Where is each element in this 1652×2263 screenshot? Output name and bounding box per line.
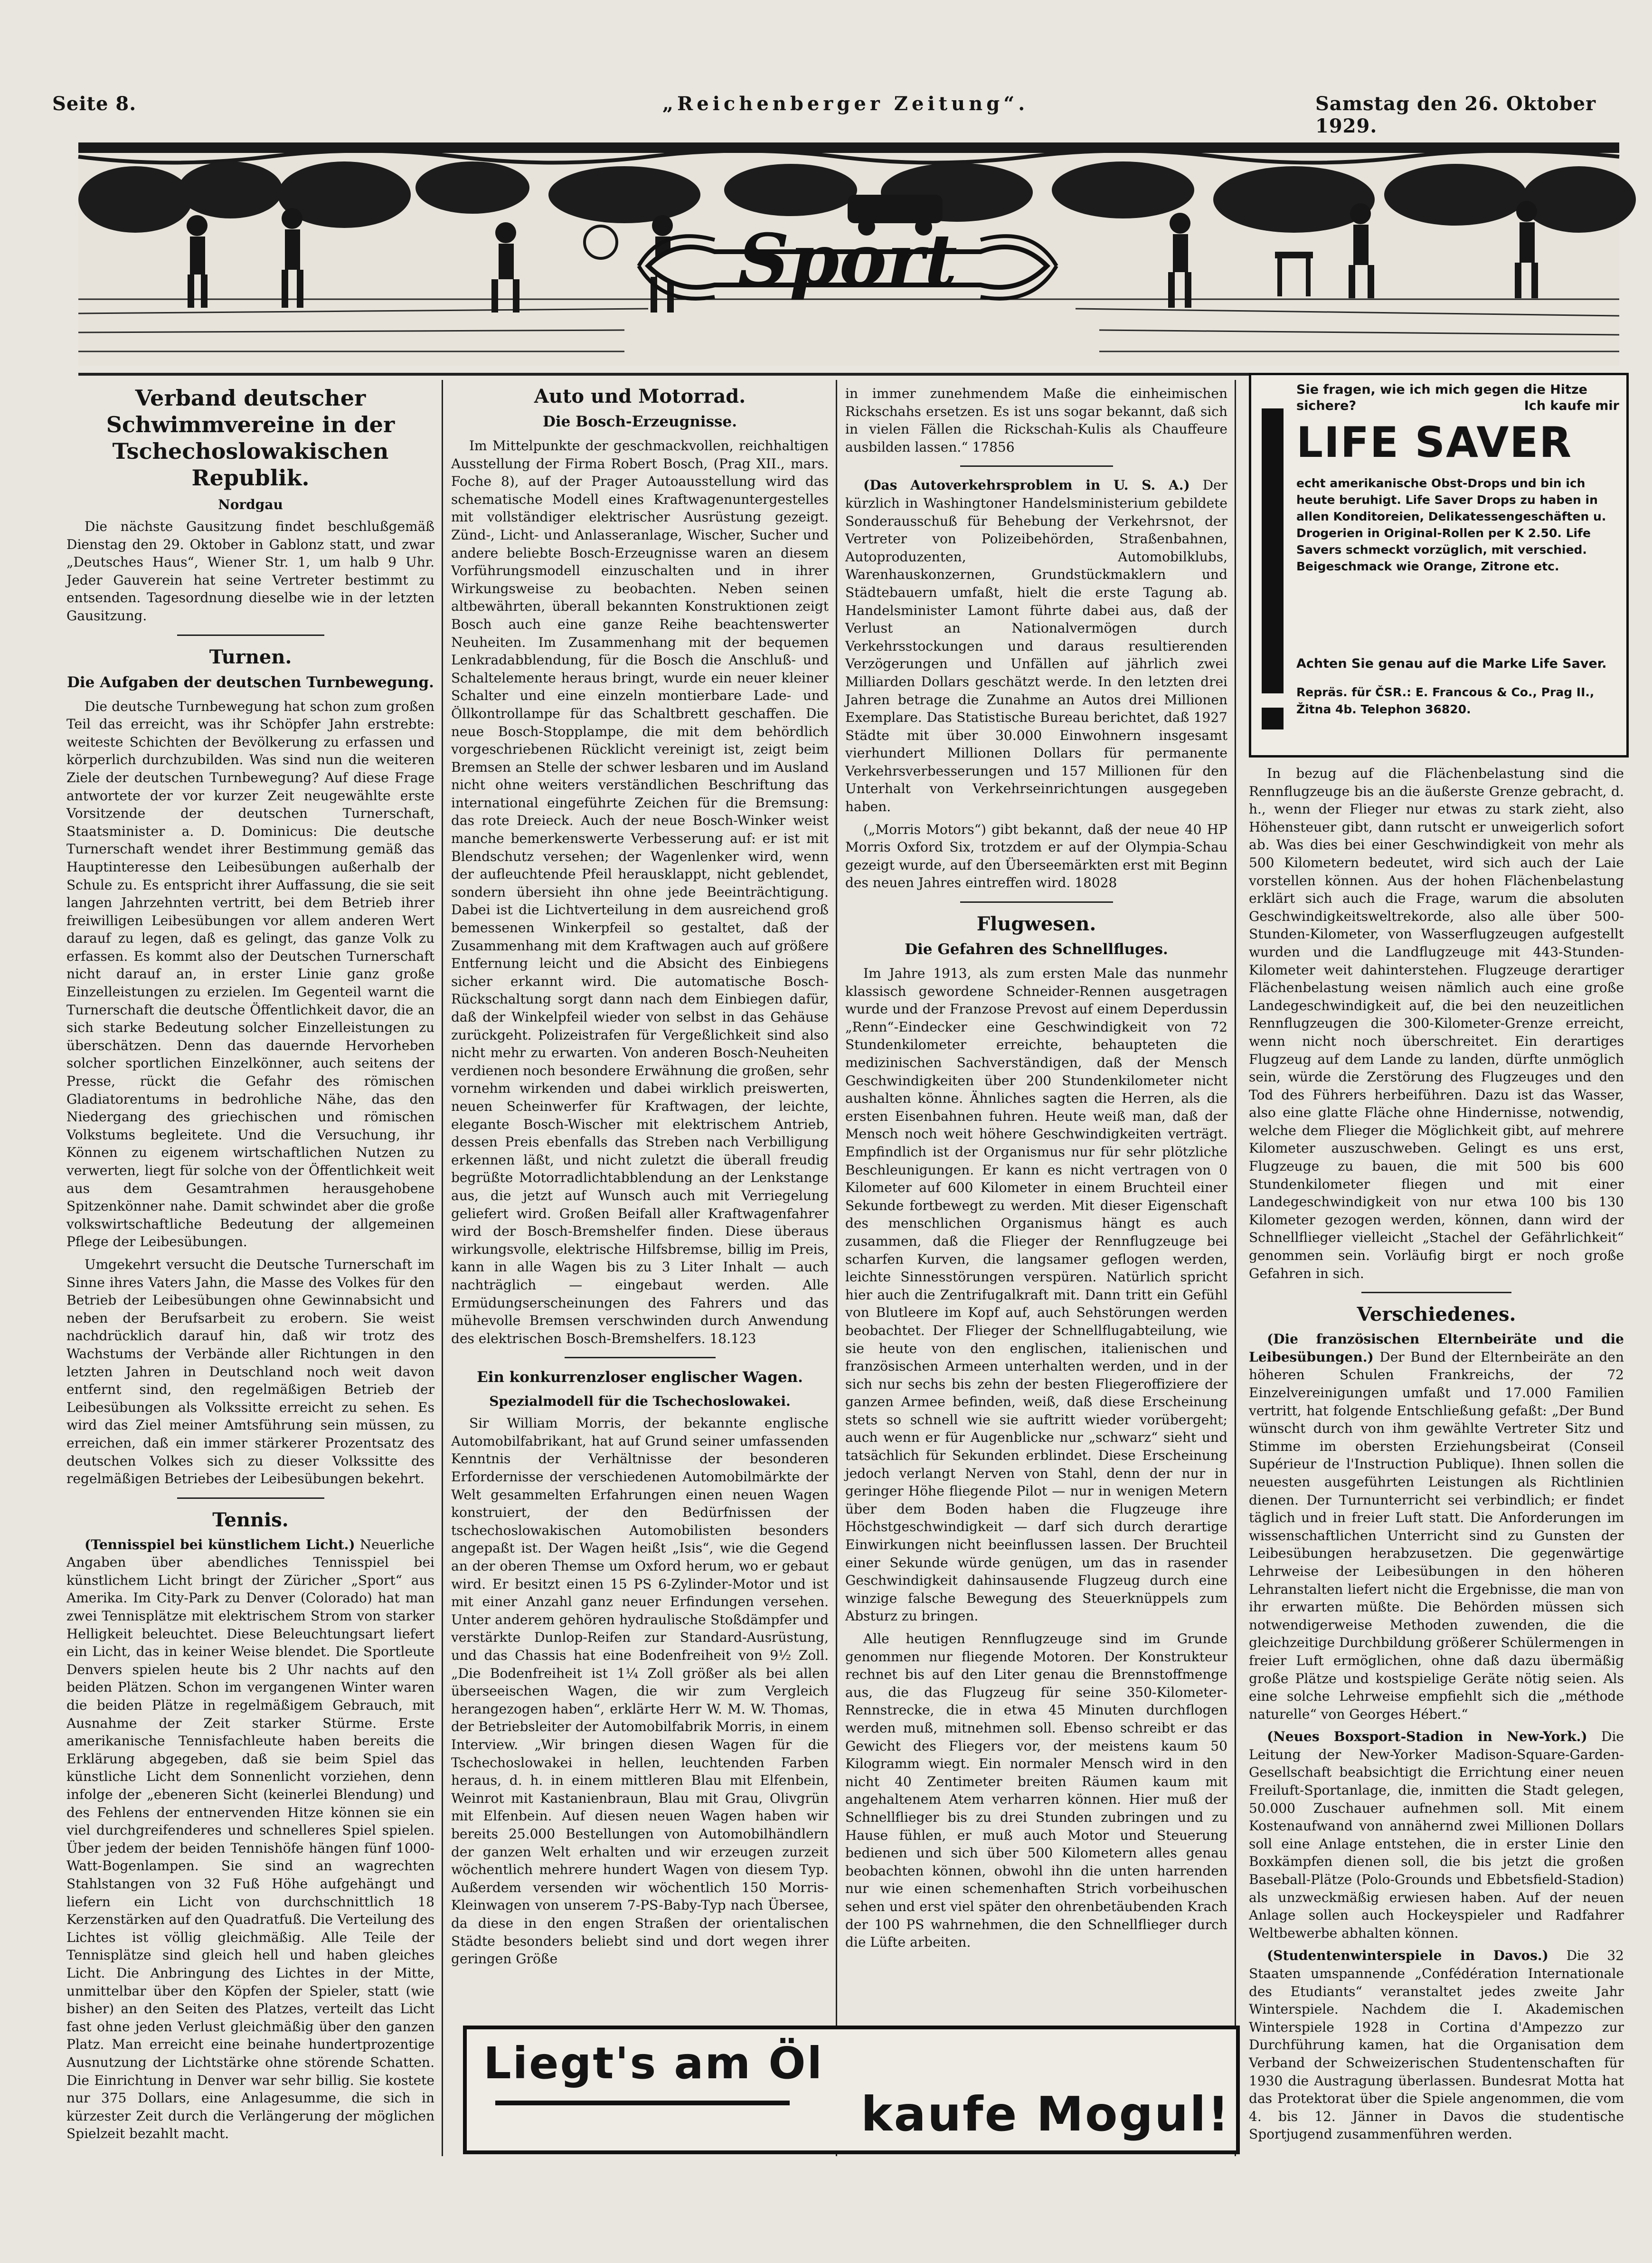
page-number: Seite 8. <box>52 93 137 115</box>
sport-banner <box>78 142 1619 366</box>
divider <box>177 1497 324 1499</box>
exclamation-icon <box>1262 408 1284 693</box>
turnen-paragraph-1: Die deutsche Turnbewegung hat schon zum großen Teil das erreicht, was ihr Schöpfer Jahn erstrebte: weiteste Schichten der Bevölkerung zu erfassen und körperlich durchzubilden. Was sind nun die weiteren Ziele der deutschen Turnbewegung? Auf diese Frage antwortete der vor kurzer Zeit neugewählte erste Vorsitzende der deutschen Turnerschaft, Staatsminister a. D. Dominicus: Die deutsche Turnerschaft wendet ihrer Bestimmung gemäß das Hauptinteresse den Leibesübungen außerhalb der Schule zu. Es entspricht ihrer Auffassung, die sie seit langen Jahrzehnten vertritt, bei dem Betrieb ihrer freiwilligen Leibesübungen vor allem anderen Wert darauf zu legen, daß es gelingt, das ganze Volk zu erfassen. Es kommt also der Deutschen Turnerschaft nicht darauf an, in erster Linie ganz große Einzelleistungen zu erzielen. Im Gegenteil warnt die Turnerschaft die deutsche Öffentlichkeit davor, die an sich starke Bedeutung solcher Einzelleistungen zu überschätzen. Denn das dauernde Hervorheben solcher sportlichen Einzelkönner, auch seitens der Presse, rückt die Gefahr des römischen Gladiatorentums in bedrohliche Nähe, das den Niedergang des griechischen und römischen Volkstums begleitete. Und die Versuchung, ihr Können zu eigenem wirtschaftlichen Nutzen zu verwerten, liegt für solche von der Öffentlichkeit weit aus dem Gesamtrahmen herausgehobene Spitzenkönner nahe. Damit schwindet aber die große volkswirtschaftliche Bedeutung der allgemeinen Pflege der Leibesübungen. <box>66 698 434 1250</box>
morris-continued: in immer zunehmendem Maße die einheimischen Rickschahs ersetzen. Es ist uns sogar bekannt, daß sich in vielen Fällen die Rickschah-Kulis als Chauffeure ausbilden lassen.“ 17856 <box>845 386 1227 455</box>
column-divider <box>836 380 837 2156</box>
banner-illustration <box>78 142 1619 366</box>
column-divider <box>442 380 443 2156</box>
ad-contact: Repräs. für ČSR.: E. Francous & Co., Prag II., Žitna 4b. Telephon 36820. <box>1296 685 1595 716</box>
usa-traffic-lead: (Das Autoverkehrsproblem in U. S. A.) <box>863 477 1190 493</box>
mogul-line-2: kaufe Mogul! <box>861 2086 1231 2142</box>
column-4 <box>1249 765 1624 2156</box>
life-saver-ad <box>1249 373 1629 757</box>
bosch-headline: Die Bosch-Erzeugnisse. <box>542 413 737 430</box>
exclamation-dot <box>1262 708 1284 729</box>
davos-text: Die 32 Staaten umspannende „Confédération Internationale des Etudiants“ veranstaltet jedes zweite Jahr Winterspiele. Nachdem die I. Akademischen Winterspiele 1928 in Cortina d'Ampezzo zur Durchführung kamen, hat die Organisation dem Verband der Schweizerischen Studentenschaften für 1930 die Austragung überlassen. Bundesrat Motta hat das Protektorat über die Spiele angenommen, die vom 4. bis 12. Jänner in Davos die studentische Sportjugend zusammenführen werden. <box>1249 1948 1624 2142</box>
divider <box>565 1357 716 1358</box>
swim-text: Die nächste Gausitzung findet beschlußgemäß Dienstag den 29. Oktober in Gablonz statt, und zwar „Deutsches Haus“, Wiener Str. 1, um halb 9 Uhr. Jeder Gauverein hat seine Vertreter bestimmt zu entsenden. Tagesordnung dieselbe wie in der letzten Gausitzung. <box>66 519 434 624</box>
turnen-headline: Die Aufgaben der deutschen Turnbewegung. <box>67 673 434 691</box>
tennis-lead: (Tennisspiel bei künstlichem Licht.) <box>85 1536 355 1553</box>
divider <box>960 901 1113 903</box>
ad-answer: Ich kaufe mir <box>1524 398 1619 413</box>
flug-paragraph-2: Alle heutigen Rennflugzeuge sind im Grunde genommen nur fliegende Motoren. Der Konstrukteur rechnet bis auf den Liter genau die Brennstoffmenge aus, die das Flugzeug für seine 350-Kilometer-Rennstrecke, die in etwa 45 Minuten durchflogen werden muß, mitnehmen soll. Ebenso schreibt er das Gewicht des Fliegers vor, der meistens kaum 50 Kilogramm wiegt. Ein normaler Mensch wird in den nicht 40 Zentimeter breiten Räumen kaum mit angehaltenem Atem verharren können. Hier muß der Schnellflieger bis zu drei Stunden zubringen und zu Hause fühlen, er muß auch Motor und Steuerung bedienen und sich über 500 Kilometern alles genau beobachten können, obwohl ihn die unten harrenden nur wie einen schemenhaften Strich vorbeihuschen sehen und erst viel später den ohrenbetäubenden Krach der 100 PS wahrnehmen, die den Schnellflieger durch die Lüfte arbeiten. <box>845 1631 1227 1951</box>
newspaper-name: „Reichenberger Zeitung“. <box>662 93 1029 115</box>
swim-headline: Verband deutscher Schwimmvereine in der Tschechoslowakischen Republik. <box>106 385 395 491</box>
verschiedenes-section: Verschiedenes. <box>1357 1303 1516 1326</box>
flug-continued: In bezug auf die Flächenbelastung sind die Rennflugzeuge bis an die äußerste Grenze gebracht, d. h., wenn der Flieger nur etwas zu stark zieht, also Höhensteuer gibt, dann rutscht er unweigerlich sofort ab. Was dies bei einer Geschwindigkeit von mehr als 500 Kilometern bedeutet, wird sich auch der Laie vorstellen können. Aus der hohen Flächenbelastung erklärt sich auch die Frage, warum die absoluten Geschwindigkeitsweltrekorde, also alle über 500-Stunden-Kilometer, von Wasserflugzeugen aufgestellt wurden und die Landflugzeuge mit 443-Stunden-Kilometer weit dahinterstehen. Flugzeuge derartiger Flächenbelastung weisen nämlich auch eine große Landegeschwindigkeit auf, die bei den neuzeitlichen Rennflugzeugen die 300-Kilometer-Grenze erreicht, wenn nicht noch überschreitet. Ein derartiges Flugzeug auf dem Lande zu landen, dürfte unmöglich sein, würde die Zerstörung des Flugzeuges und den Tod des Führers herbeiführen. Dazu ist das Wasser, also eine glatte Fläche ohne Hindernisse, notwendig, welche dem Flieger die Möglichkeit gibt, auf mehrere Kilometer auszuschweben. Gelingt es uns erst, Flugzeuge zu bauen, die mit 500 bis 600 Stundenkilometer fliegen und mit einer Landegeschwindigkeit von nur etwa 100 bis 130 Kilometer gezogen werden, können, dann wird der Schnellflieger vielleicht „Stachel der Gefährlichkeit“ genommen sein. Vorläufig birgt er noch große Gefahren in sich. <box>1249 766 1624 1281</box>
flug-section: Flugwesen. <box>976 913 1096 936</box>
newyork-lead: (Neues Boxsport-Stadion in New-York.) <box>1267 1729 1587 1745</box>
ad-brand: LIFE SAVER <box>1296 418 1573 467</box>
ad-cta: Achten Sie genau auf die Marke Life Saver. <box>1296 656 1607 671</box>
column-divider <box>1235 380 1236 2156</box>
mogul-line-1: Liegt's am Öl <box>483 2038 824 2089</box>
flug-headline: Die Gefahren des Schnellfluges. <box>905 941 1168 958</box>
turnen-section: Turnen. <box>209 645 292 668</box>
divider <box>177 634 324 636</box>
ad-text: echt amerikanische Obst-Drops und bin ich heute beruhigt. Life Saver Drops zu haben in allen Konditoreien, Delikatessengeschäften u. Drogerien in Original-Rollen per K 2.50. Life Savers schmeckt vorzüglich, mit verschied. Beigeschmack wie Orange, Zitrone etc. <box>1296 476 1606 573</box>
davos-lead: (Studentenwinterspiele in Davos.) <box>1267 1948 1548 1964</box>
morris-subheadline: Spezialmodell für die Tschechoslowakei. <box>489 1393 791 1410</box>
auto-section: Auto und Motorrad. <box>534 385 746 407</box>
ad-question: Sie fragen, wie ich mich gegen die Hitze sichere? <box>1296 382 1587 413</box>
divider <box>1361 1292 1511 1293</box>
morris-motors-text: („Morris Motors“) gibt bekannt, daß der neue 40 HP Morris Oxford Six, trotzdem er auf der Olympia-Schau gezeigt wurde, auf den Überseemärkten erst mit Beginn des neuen Jahres eintreffen wird. 18028 <box>845 821 1227 891</box>
banner-title: Sport <box>738 218 957 302</box>
mogul-ad <box>463 2026 1240 2154</box>
newyork-text: Die Leitung der New-Yorker Madison-Square-Garden-Gesellschaft beabsichtigt die Errichtung einer neuen Freiluft-Sportanlage, die, inmitten die Stadt gelegen, 50.000 Zuschauer aufnehmen soll. Mit einem Kostenaufwand von annähernd zwei Millionen Dollars soll eine Anlage entstehen, die in erster Linie den Boxkämpfen dienen soll, die bis jetzt die großen Baseball-Plätze (Polo-Grounds und Ebbetsfield-Stadion) als unzweckmäßig erwiesen haben. Auf der neuen Anlage sollen auch Hockeyspieler und Radfahrer Weltbewerbe abhalten können. <box>1249 1729 1624 1941</box>
issue-date: Samstag den 26. Oktober 1929. <box>1315 93 1596 137</box>
elternbeirat-text: Der Bund der Elternbeiräte an den höheren Schulen Frankreichs, der 72 Einzelvereinigungen umfaßt und 17.000 Familien vertritt, hat folgende Entschließung gefaßt: „Der Bund wünscht durch von ihm gewählte Vertreter Sitz und Stimme im obersten Erziehungsbeirat (Conseil Supérieur de l'Instruction Publique). Ihnen sollen die neuesten ausgeführten Leistungen als Richtlinien dienen. Der Turnunterricht sei verbindlich; er findet täglich und in freier Luft statt. Die Anforderungen im wissenschaftlichen Unterricht sind zu Gunsten der Leibesübungen herabzusetzen. Die gegenwärtige Lehrweise der Leibesübungen in den höheren Lehranstalten liefert nicht die Ergebnisse, die man von ihr erwarten müßte. Die Behörden müssen sich notwendigerweise Methoden zuwenden, die die gleichzeitige Durchbildung größerer Schülermengen in freier Luft ermöglichen, ohne daß dazu übermäßig große Plätze und kostspielige Geräte nötig seien. Als eine solche Lehrweise empfiehlt sich die „méthode naturelle“ von Georges Hébert.“ <box>1249 1349 1624 1722</box>
column-1 <box>66 385 434 2156</box>
usa-traffic-text: Der kürzlich in Washingtoner Handelsministerium gebildete Sonderausschuß für Behebung der Verkehrsnot, der Vertreter von Polizeibehörden, Straßenbahnen, Autoproduzenten, Automobilklubs, Warenhauskonzernen, Grundstückmaklern und Städtebauern umfaßt, hielt die erste Tagung ab. Handelsminister Lamont führte dabei aus, daß der Verlust an Nationalvermögen durch Verkehrsstockungen und daraus resultierenden Verzögerungen und Unfällen auf jährlich zwei Milliarden Dollars geschätzt werde. In den letzten drei Jahren betrage die Zunahme an Autos drei Millionen Exemplare. Das Statistische Bureau berichtet, daß 1927 Städte mit über 30.000 Einwohnern insgesamt vierhundert Millionen Dollars für permanente Verkehrsverbesserungen und 157 Millionen für den Unterhalt von Verkehrseinrichtungen ausgegeben haben. <box>845 477 1228 815</box>
ad-rule <box>495 2101 790 2105</box>
tennis-text: Neuerliche Angaben über abendliches Tennisspiel bei künstlichem Licht bringt der Züricher „Sport“ aus Amerika. Im City-Park zu Denver (Colorado) hat man zwei Tennisplätze mit elektrischem Strom von starker Helligkeit beleuchtet. Diese Beleuchtungsart liefert ein Licht, das in keiner Weise blendet. Die Sportleute Denvers spielen heute bis 2 Uhr nachts auf den beiden Plätzen. Schon im vergangenen Winter waren die beiden Plätze in regelmäßigem Gebrauch, mit Ausnahme der Zeit starker Stürme. Erste amerikanische Tennisfachleute haben bereits die Erklärung abgegeben, daß sie beim Spiel das künstliche Licht dem Sonnenlicht vorziehen, denn infolge der „ebeneren Sicht (keinerlei Blendung) und des Fehlens der entnervenden Hitze können sie ein viel durchgreifenderes und schnelleres Spiel spielen. Über jedem der beiden Tennishöfe hängen fünf 1000-Watt-Bogenlampen. Sie sind an wagrechten Stahlstangen von 32 Fuß Höhe aufgehängt und liefern ein Licht von durchschnittlich 18 Kerzenstärken auf den Quadratfuß. Die Verteilung des Lichtes ist völlig gleichmäßig. Alle Teile der Tennisplätze sind gleich hell und haben gleiches Licht. Die Anbringung des Lichtes in der Mitte, unmittelbar über den Köpfen der Spieler, statt (wie bisher) an den Seiten des Platzes, verteilt das Licht fast ohne jeden Verlust gleichmäßig über den ganzen Platz. Man erreicht eine beinahe hundertprozentige Ausnutzung der Lichtstärke ohne störende Schatten. Die Einrichtung in Denver war sehr billig. Sie kostete nur 375 Dollars, eine Anlagesumme, die sich in kürzester Zeit durch die Verlängerung der möglichen Spielzeit bezahlt macht. <box>66 1536 434 2142</box>
morris-headline: Ein konkurrenzloser englischer Wagen. <box>477 1369 803 1386</box>
elternbeirat-lead: (Die französischen Elternbeiräte und die Leibesübungen.) <box>1249 1331 1624 1365</box>
swim-region: Nordgau <box>218 497 283 512</box>
flug-paragraph-1: Im Jahre 1913, als zum ersten Male das nunmehr klassisch gewordene Schneider-Rennen ausgetragen wurde und der Franzose Prevost auf einem Deperdussin „Renn“-Eindecker eine Geschwindigkeit von 72 Stundenkilometer erreichte, behaupteten die medizinischen Sachverständigen, daß der Mensch Geschwindigkeiten über 200 Stundenkilometer nicht aushalten könne. Ähnliches sagten die Herren, als die ersten Eisenbahnen fuhren. Heute weiß man, daß der Mensch noch weit höhere Geschwindigkeiten verträgt. Empfindlich ist der Organismus nur für sehr plötzliche Beschleunigungen. Er kann es nicht vertragen von 0 Kilometer auf 600 Kilometer in einem Bruchteil einer Sekunde fortbewegt zu werden. Mit dieser Eigenschaft des menschlichen Organismus hängt es auch zusammen, daß die Flieger der Rennflugzeuge bei scharfen Kurven, die langsamer geflogen werden, leichte Sinnesstörungen verspüren. Natürlich spricht hier auch die Zentrifugalkraft mit. Dann tritt ein Gefühl von Blutleere im Kopf auf, auch Sehstörungen werden beobachtet. Der Flieger der Schnellflugabteilung, wie sie heute von den englischen, italienischen und französischen Armeen unterhalten werden, und in der sich nur sechs bis zehn der besten Fliegeroffiziere der ganzen Armee befinden, weiß, daß diese Erscheinung stets so schnell wie sie auftritt wieder vorübergeht; auch wenn er für Augenblicke nur „schwarz“ sieht und tatsächlich für Sekunden erblindet. Diese Erscheinung jedoch verlangt Nerven von Stahl, denn der nur in geringer Höhe fliegende Pilot — nur in wenigen Metern über dem Boden haben die Flugzeuge ihre Höchstgeschwindigkeit — darf sich durch derartige Einwirkungen nicht beeinflussen lassen. Der Bruchteil einer Sekunde würde genügen, um das in rasender Geschwindigkeit dahinsausende Flugzeug durch eine winzige falsche Bewegung des Steuerknüppels zum Absturz zu bringen. <box>845 966 1227 1624</box>
column-2 <box>451 385 829 1967</box>
tennis-section: Tennis. <box>212 1508 289 1531</box>
column-3 <box>845 385 1228 1951</box>
morris-text: Sir William Morris, der bekannte englische Automobilfabrikant, hat auf Grund seiner umfassenden Kenntnis der Verhältnisse der besonderen Erfordernisse der verschiedenen Automobilmärkte der Welt gesammelten Erfahrungen einen neuen Wagen konstruiert, der den Bedürfnissen der tschechoslowakischen Automobilisten besonders angepaßt ist. Der Wagen heißt „Isis“, wie die Gegend an der oberen Themse um Oxford herum, wo er gebaut wird. Er besitzt einen 15 PS 6-Zylinder-Motor und ist mit einer Anzahl ganz neuer Erfindungen versehen. Unter anderem gehören hydraulische Stoßdämpfer und verstärkte Dunlop-Reifen zur Standard-Ausrüstung, und das Chassis hat eine Bodenfreiheit von 9½ Zoll. „Die Bodenfreiheit ist 1¼ Zoll größer als bei allen überseeischen Wagen, die wir zum Vergleich herangezogen haben“, erklärte Herr W. M. W. Thomas, der Betriebsleiter der Automobilfabrik Morris, in einem Interview. „Wir bringen diesen Wagen für die Tschechoslowakei in hellen, leuchtenden Farben heraus, d. h. in einem mittleren Blau mit Elfenbein, Weinrot mit Kastanienbraun, Blau mit Grau, Olivgrün mit Elfenbein. Auf diesen neuen Wagen haben wir bereits 25.000 Bestellungen von Automobilhändlern der ganzen Welt erhalten und wir erzeugen zurzeit wöchentlich mehrere hundert Wagen von diesem Typ. Außerdem versenden wir wöchentlich 150 Morris-Kleinwagen von unserem 7-PS-Baby-Typ nach Übersee, da diese in den engen Straßen der orientalischen Städte besonders beliebt sind und dort wegen ihrer geringen Größe <box>451 1415 829 1967</box>
bosch-text: Im Mittelpunkte der geschmackvollen, reichhaltigen Ausstellung der Firma Robert Bosch, (Prag XII., mars. Foche 8), auf der Prager Autoausstellung wird das schematische Modell eines Kraftwagenuntergestelles mit vollständiger elektrischer Ausrüstung gezeigt. Zünd-, Licht- und Anlasseranlage, Wischer, Sucher und andere beliebte Bosch-Erzeugnisse waren an diesem Vorführungsmodell einzuschalten und in ihrer Wirkungsweise zu beobachten. Neben seinen altbewährten, überall bekannten Konstruktionen zeigt Bosch auch eine ganze Reihe beachtenswerter Neuheiten. Im Zusammenhang mit der bequemen Lenkradabblendung, für die Bosch die Anschluß- und Schaltelemente heraus bringt, wurde ein neuer kleiner Schalter und eine einzeln montierbare Lade- und Öllkontrollampe für das Schaltbrett geschaffen. Die neue Bosch-Stopplampe, die mit dem behördlich vorgeschriebenen Rücklicht vereinigt ist, zeigt beim Bremsen an Stelle der schwer lesbaren und im Ausland nicht ohne weiters verständlichen Beschriftung das international eingeführte Zeichen für die Bremsung: das rote Dreieck. Auch der neue Bosch-Winker weist manche bemerkenswerte Verbesserung auf: er ist mit Blendschutz versehen; der Wagenlenker wird, wenn der aufleuchtende Pfeil herausklappt, nicht geblendet, sondern übersieht ihn ohne jede Beeinträchtigung. Dabei ist die Lichtverteilung in dem ausreichend groß bemessenen Winkerpfeil so gestaltet, daß der Zusammenhang mit dem Kraftwagen auch auf größere Entfernung leicht und die Absicht des Einbiegens sicher erkannt wird. Die automatische Bosch-Rückschaltung sorgt dann nach dem Einbiegen dafür, daß der Winkelpfeil wieder von selbst in das Gehäuse zurückgeht. Polizeistrafen für Vergeßlichkeit sind also nicht mehr zu erwarten. Von anderen Bosch-Neuheiten verdienen noch besondere Erwähnung die großen, sehr vornehm wirkenden und dabei wirklich preiswerten, neuen Scheinwerfer für Kraftwagen, der leichte, elegante Bosch-Wischer mit elektrischem Antrieb, dessen Preis ebenfalls das Streben nach Verbilligung erkennen läßt, und nicht zuletzt die überall freudig begrüßte Motorradlichtabblendung an der Lenkstange aus, die jetzt auf Wunsch auch mit Verriegelung geliefert wird. Großen Beifall aller Kraftwagenfahrer wird der Bosch-Bremshelfer finden. Diese überaus wirkungsvolle, elektrische Hilfsbremse, billig im Preis, kann in alle Wagen bis zu 3 Liter Inhalt — auch nachträglich — eingebaut werden. Alle Ermüdungserscheinungen des Fahrers und das mühevolle Bremsen verschwinden durch Anwendung des elektrischen Bosch-Bremshelfers. 18.123 <box>451 438 829 1346</box>
divider <box>960 465 1113 467</box>
turnen-paragraph-2: Umgekehrt versucht die Deutsche Turnerschaft im Sinne ihres Vaters Jahn, die Masse des Volkes für den Betrieb der Leibesübungen ohne Gewinnabsicht und neben der Berufsarbeit zu erobern. Sie weist nachdrücklich darauf hin, daß wir trotz des Wachstums der Verbände aller Richtungen in den letzten Jahren in Deutschland noch weit davon entfernt sind, den regelmäßigen Betrieb der Leibesübungen als Volkssitte erreicht zu sehen. Es wird das Ziel meiner Amtsführung sein müssen, zu erreichen, daß ein immer stärkerer Prozentsatz des deutschen Volkes sich zu dieser Volkssitte des regelmäßigen Betriebes der Leibesübungen bekehrt. <box>66 1256 434 1487</box>
